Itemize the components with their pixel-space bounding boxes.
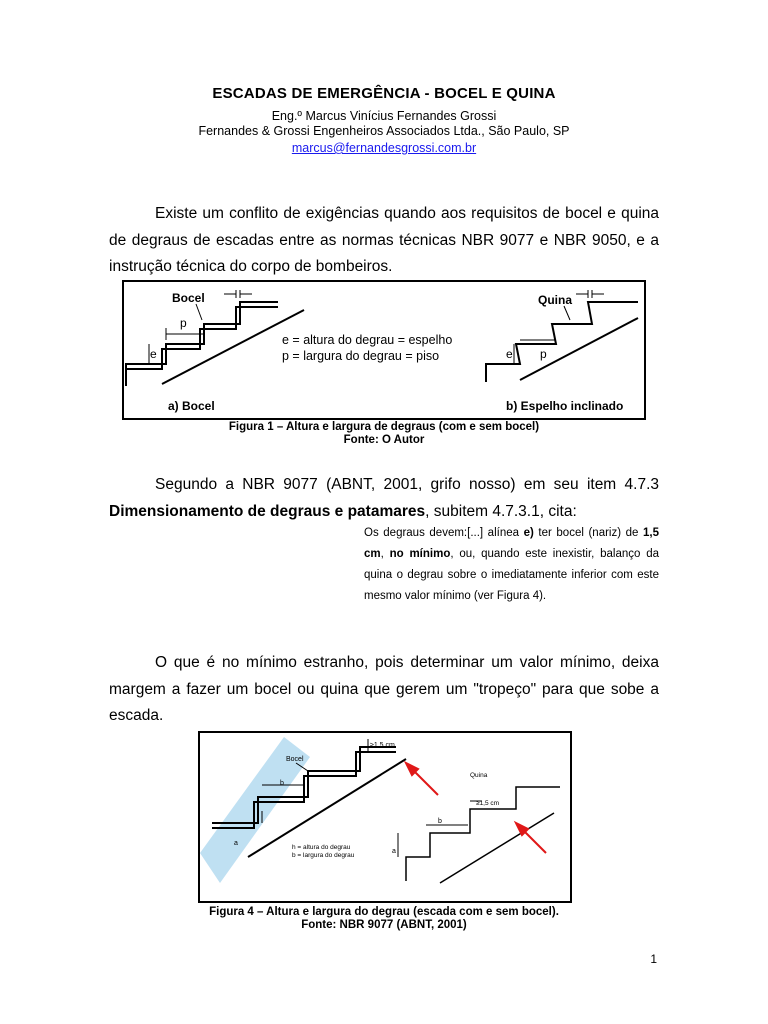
- quote-bold1: e): [523, 527, 534, 539]
- label-quina-4: Quina: [470, 772, 488, 779]
- legend-p: p = largura do degrau = piso: [282, 349, 440, 363]
- label-bocel: Bocel: [172, 291, 205, 305]
- bocel-stair: [126, 302, 304, 386]
- quote-bold3: no mínimo: [389, 548, 451, 560]
- quote-part4: , ou, quando este inexistir, balanço da quina o degrau sobre o imediatamente inferior com este mesmo valor mínimo (ver Figura 4).: [364, 548, 659, 602]
- caption-a: a) Bocel: [168, 399, 215, 413]
- figure-1-caption-line2: Fonte: O Autor: [343, 434, 425, 446]
- figure-1-drawing: [124, 282, 644, 418]
- paragraph-2: [109, 472, 659, 525]
- paragraph-2-bold: Dimensionamento de degraus e patamares: [109, 502, 426, 520]
- figure-4-caption: [122, 906, 646, 932]
- quote-part3: ,: [380, 548, 390, 560]
- paragraph-2-intro: Segundo a NBR 9077 (ABNT, 2001, grifo nosso) em seu item 4.7.3: [155, 476, 659, 493]
- email-line: [0, 139, 768, 157]
- figure-1: [122, 280, 646, 420]
- label-quina: Quina: [538, 293, 573, 307]
- quina-stair: [486, 302, 638, 382]
- figure-4-drawing: [200, 733, 570, 901]
- figure-4-caption-line1: Figura 4 – Altura e largura do degrau (escada com e sem bocel).: [209, 906, 559, 918]
- figure-4-caption-line2: Fonte: NBR 9077 (ABNT, 2001): [301, 919, 467, 931]
- figure-1-caption-line1: Figura 1 – Altura e largura de degraus (com e sem bocel): [228, 421, 540, 433]
- legend-b: b = largura do degrau: [292, 852, 355, 859]
- page-number: 1: [650, 952, 657, 966]
- company-name: Fernandes & Grossi Engenheiros Associados Ltda., São Paulo, SP: [198, 124, 570, 138]
- figure-4: [198, 731, 572, 903]
- author-name: Eng.º Marcus Vinícius Fernandes Grossi: [271, 109, 497, 123]
- legend-h: h = altura do degrau: [292, 844, 351, 851]
- paragraph-1-text: Existe um conflito de exigências quando aos requisitos de bocel e quina de degraus de escadas entre as normas técnicas NBR 9077 e NBR 9050, e a instrução técnica do corpo de bombeiros.: [109, 205, 659, 275]
- paragraph-1: [109, 201, 659, 281]
- label-bocel-4: Bocel: [286, 756, 304, 763]
- label-a-left: a: [234, 840, 238, 847]
- paragraph-2-rest: , subitem 4.7.3.1, cita:: [425, 502, 577, 520]
- label-dim-left: ≥1,5 cm: [370, 742, 395, 749]
- label-p-left: p: [180, 316, 187, 330]
- caption-b: b) Espelho inclinado: [506, 399, 624, 413]
- figure-1-caption: [122, 421, 646, 447]
- label-e-left: e: [150, 347, 157, 361]
- label-b-right: b: [438, 818, 442, 825]
- legend-e: e = altura do degrau = espelho: [282, 333, 453, 347]
- label-a-right: a: [392, 848, 396, 855]
- label-dim-right: ≥1,5 cm: [476, 800, 500, 807]
- paragraph-3-text: O que é no mínimo estranho, pois determinar um valor mínimo, deixa margem a fazer um bocel ou quina que gerem um "tropeço" para que sobe a escada.: [109, 654, 659, 724]
- quote-part2: ter bocel (nariz) de: [533, 527, 644, 539]
- quote-bold2: 1,5 cm: [364, 527, 660, 560]
- norm-quote: [364, 523, 659, 607]
- paragraph-3: [109, 650, 659, 730]
- label-p-right: p: [540, 347, 547, 361]
- document-title: ESCADAS DE EMERGÊNCIA - BOCEL E QUINA: [212, 85, 556, 102]
- label-e-right: e: [506, 347, 513, 361]
- email-link[interactable]: marcus@fernandesgrossi.com.br: [291, 141, 477, 155]
- quote-part1: Os degraus devem:[...] alínea: [364, 527, 524, 539]
- label-b-left: b: [280, 780, 284, 787]
